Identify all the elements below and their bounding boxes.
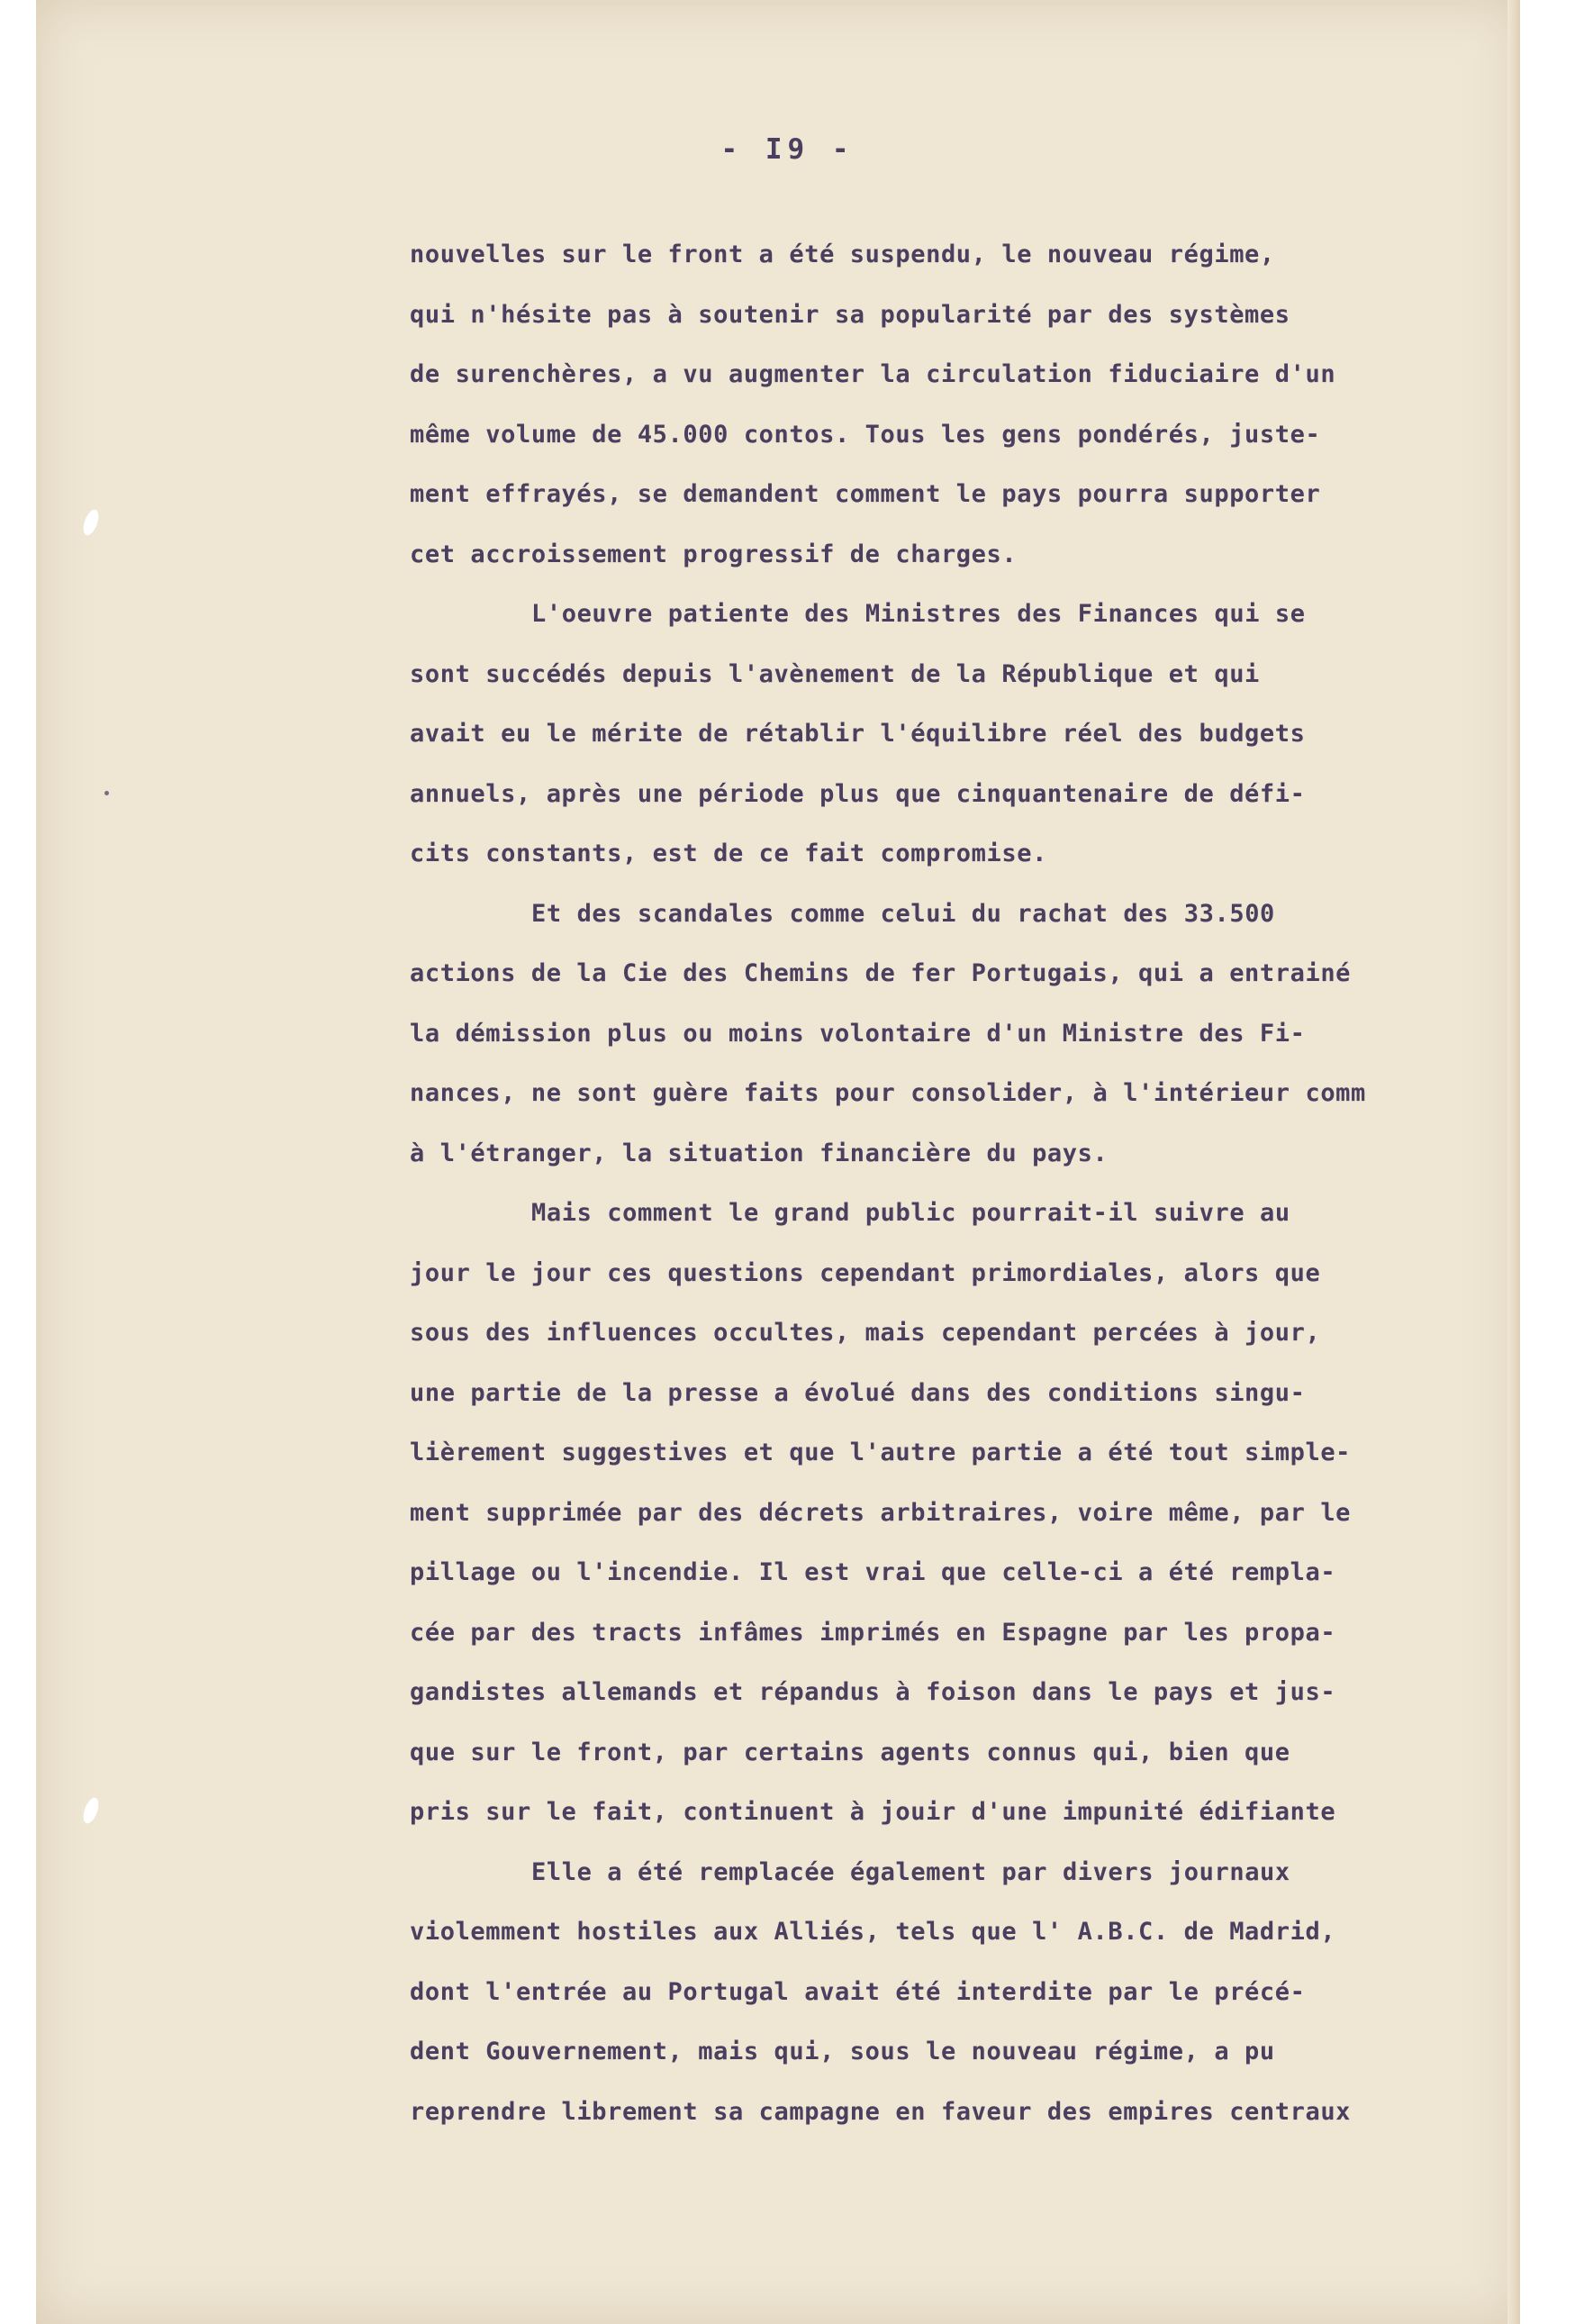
text-line: que sur le front, par certains agents connus qui, bien que bbox=[410, 1738, 1290, 1766]
text-line: même volume de 45.000 contos. Tous les gens pondérés, juste- bbox=[410, 420, 1321, 449]
text-line: jour le jour ces questions cependant primordiales, alors que bbox=[410, 1258, 1321, 1287]
text-line: pris sur le fait, continuent à jouir d'une impunité édifiante bbox=[410, 1798, 1336, 1826]
text-line: ment effrayés, se demandent comment le pays pourra supporter bbox=[410, 480, 1321, 508]
typed-text-body bbox=[410, 225, 1522, 2142]
text-line: une partie de la presse a évolué dans des conditions singu- bbox=[410, 1378, 1306, 1407]
text-line: sous des influences occultes, mais cependant percées à jour, bbox=[410, 1319, 1321, 1347]
text-line: gandistes allemands et répandus à foison dans le pays et jus- bbox=[410, 1678, 1336, 1706]
text-line: dont l'entrée au Portugal avait été interdite par le précé- bbox=[410, 1977, 1306, 2006]
text-line: Elle a été remplacée également par divers journaux bbox=[531, 1857, 1290, 1886]
text-line: la démission plus ou moins volontaire d'un Ministre des Fi- bbox=[410, 1019, 1306, 1048]
text-line: ment supprimée par des décrets arbitraires, voire même, par le bbox=[410, 1498, 1352, 1527]
text-line: cits constants, est de ce fait compromise. bbox=[410, 840, 1047, 867]
text-line: de surenchères, a vu augmenter la circulation fiduciaire d'un bbox=[410, 360, 1336, 388]
text-line: cet accroissement progressif de charges. bbox=[410, 540, 1018, 568]
text-line: Mais comment le grand public pourrait-il suivre au bbox=[531, 1199, 1290, 1227]
text-line: L'oeuvre patiente des Ministres des Finances qui se bbox=[531, 600, 1306, 628]
text-line: pillage ou l'incendie. Il est vrai que celle-ci a été rempla- bbox=[410, 1558, 1336, 1586]
text-line: actions de la Cie des Chemins de fer Portugais, qui a entrainé bbox=[410, 959, 1352, 987]
text-line: sont succédés depuis l'avènement de la République et qui bbox=[410, 659, 1260, 688]
text-line: nances, ne sont guère faits pour consolider, à l'intérieur comm bbox=[410, 1079, 1366, 1107]
text-line: lièrement suggestives et que l'autre partie a été tout simple- bbox=[410, 1439, 1352, 1466]
text-line: dent Gouvernement, mais qui, sous le nouveau régime, a pu bbox=[410, 2038, 1275, 2065]
page-number: - I9 - bbox=[720, 133, 855, 166]
text-line: avait eu le mérite de rétablir l'équilibre réel des budgets bbox=[410, 720, 1306, 748]
ink-dot bbox=[104, 791, 109, 795]
text-line: cée par des tracts infâmes imprimés en Espagne par les propa- bbox=[410, 1618, 1336, 1647]
text-line: reprendre librement sa campagne en faveur des empires centraux bbox=[410, 2097, 1352, 2126]
text-line: Et des scandales comme celui du rachat des 33.500 bbox=[531, 899, 1275, 928]
text-line: nouvelles sur le front a été suspendu, le nouveau régime, bbox=[410, 241, 1275, 268]
text-line: à l'étranger, la situation financière du pays. bbox=[410, 1139, 1109, 1167]
text-line: qui n'hésite pas à soutenir sa popularité par des systèmes bbox=[410, 300, 1290, 329]
text-line: annuels, après une période plus que cinquantenaire de défi- bbox=[410, 779, 1306, 808]
text-line: violemment hostiles aux Alliés, tels que l' A.B.C. de Madrid, bbox=[410, 1918, 1336, 1946]
